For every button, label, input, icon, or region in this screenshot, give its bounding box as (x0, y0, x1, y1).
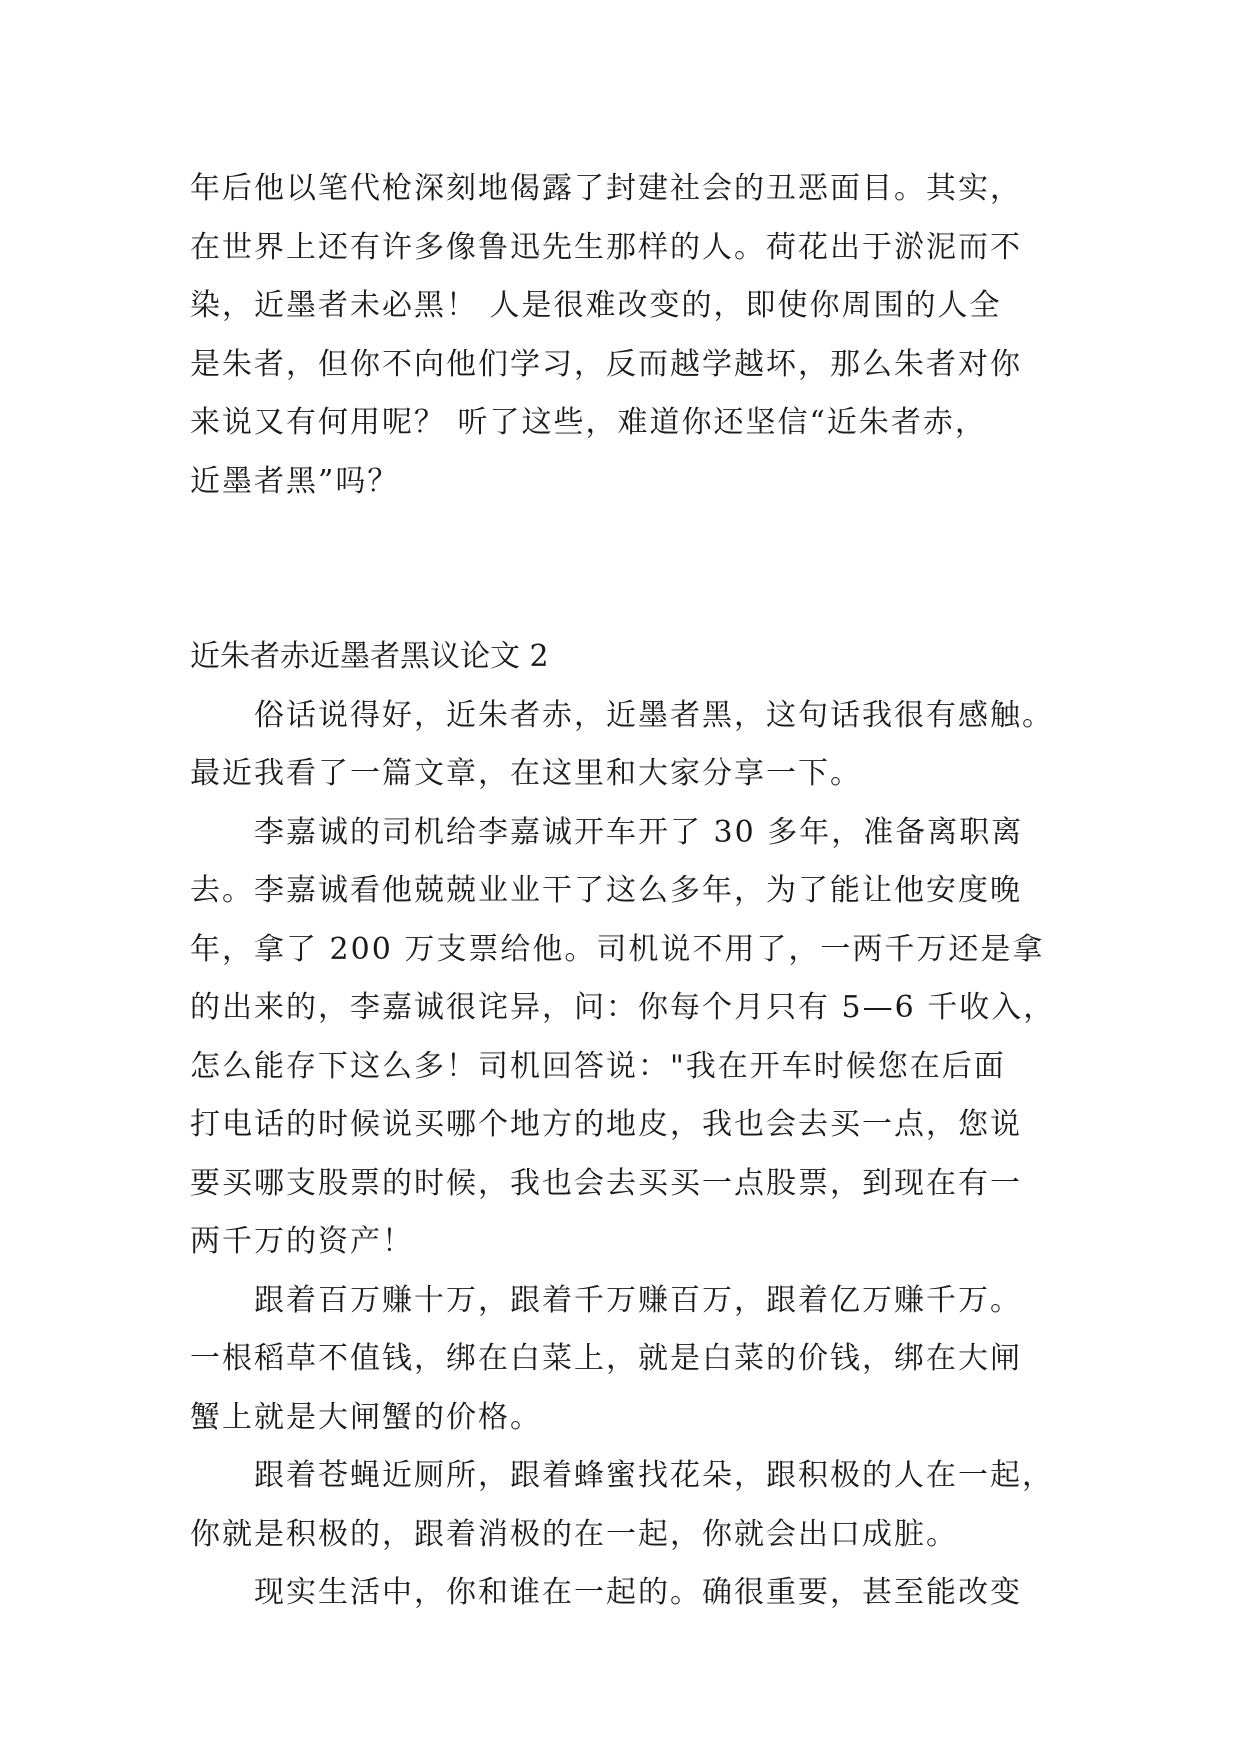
text-line: 跟着百万赚十万，跟着千万赚百万，跟着亿万赚千万。 (190, 1282, 1022, 1318)
text-line: 近墨者黑”吗？ (190, 463, 400, 499)
document-page (190, 160, 1070, 1623)
text-line: 打电话的时候说买哪个地方的地皮，我也会去买一点，您说 (190, 1107, 1022, 1142)
text-line: 去。李嘉诚看他兢兢业业干了这么多年，为了能让他安度晚 (190, 873, 1022, 908)
text-line: 两千万的资产！ (190, 1224, 414, 1259)
text-line: 跟着苍蝇近厕所，跟着蜂蜜找花朵，跟积极的人在一起， (190, 1458, 1054, 1493)
text-line: 蟹上就是大闸蟹的价格。 (190, 1399, 542, 1435)
section-gap (190, 511, 1070, 628)
text-line: 的出来的，李嘉诚很诧异，问：你每个月只有 5—6 千收入， (190, 990, 1056, 1025)
text-line: 李嘉诚的司机给李嘉诚开车开了 30 多年，准备离职离 (190, 814, 1024, 850)
essay-body (190, 687, 1070, 1623)
text-line: 你就是积极的，跟着消极的在一起，你就会出口成脏。 (190, 1516, 958, 1552)
text-line: 现实生活中，你和谁在一起的。确很重要，甚至能改变 (190, 1575, 1022, 1610)
text-line: 是朱者，但你不向他们学习，反而越学越坏，那么朱者对你 (190, 346, 1022, 382)
text-line: 年，拿了 200 万支票给他。司机说不用了，一两千万还是拿 (190, 931, 1045, 967)
intro-paragraph (190, 160, 1070, 511)
text-line: 一根稻草不值钱，绑在白菜上，就是白菜的价钱，绑在大闸 (190, 1341, 1022, 1376)
text-line: 最近我看了一篇文章，在这里和大家分享一下。 (190, 756, 862, 791)
text-line: 要买哪支股票的时候，我也会去买买一点股票，到现在有一 (190, 1165, 1022, 1201)
text-line: 俗话说得好，近朱者赤，近墨者黑，这句话我很有感触。 (190, 697, 1054, 733)
text-line: 在世界上还有许多像鲁迅先生那样的人。荷花出于淤泥而不 (190, 229, 1022, 265)
essay-title: 近朱者赤近墨者黑议论文 2 (190, 639, 549, 674)
text-line: 怎么能存下这么多！司机回答说："我在开车时候您在后面 (190, 1048, 1006, 1084)
text-line: 年后他以笔代枪深刻地偈露了封建社会的丑恶面目。其实， (190, 171, 1022, 206)
text-line: 染，近墨者未必黑！ 人是很难改变的，即使你周围的人全 (190, 288, 1002, 323)
text-line: 来说又有何用呢？ 听了这些，难道你还坚信“近朱者赤， (190, 405, 987, 440)
